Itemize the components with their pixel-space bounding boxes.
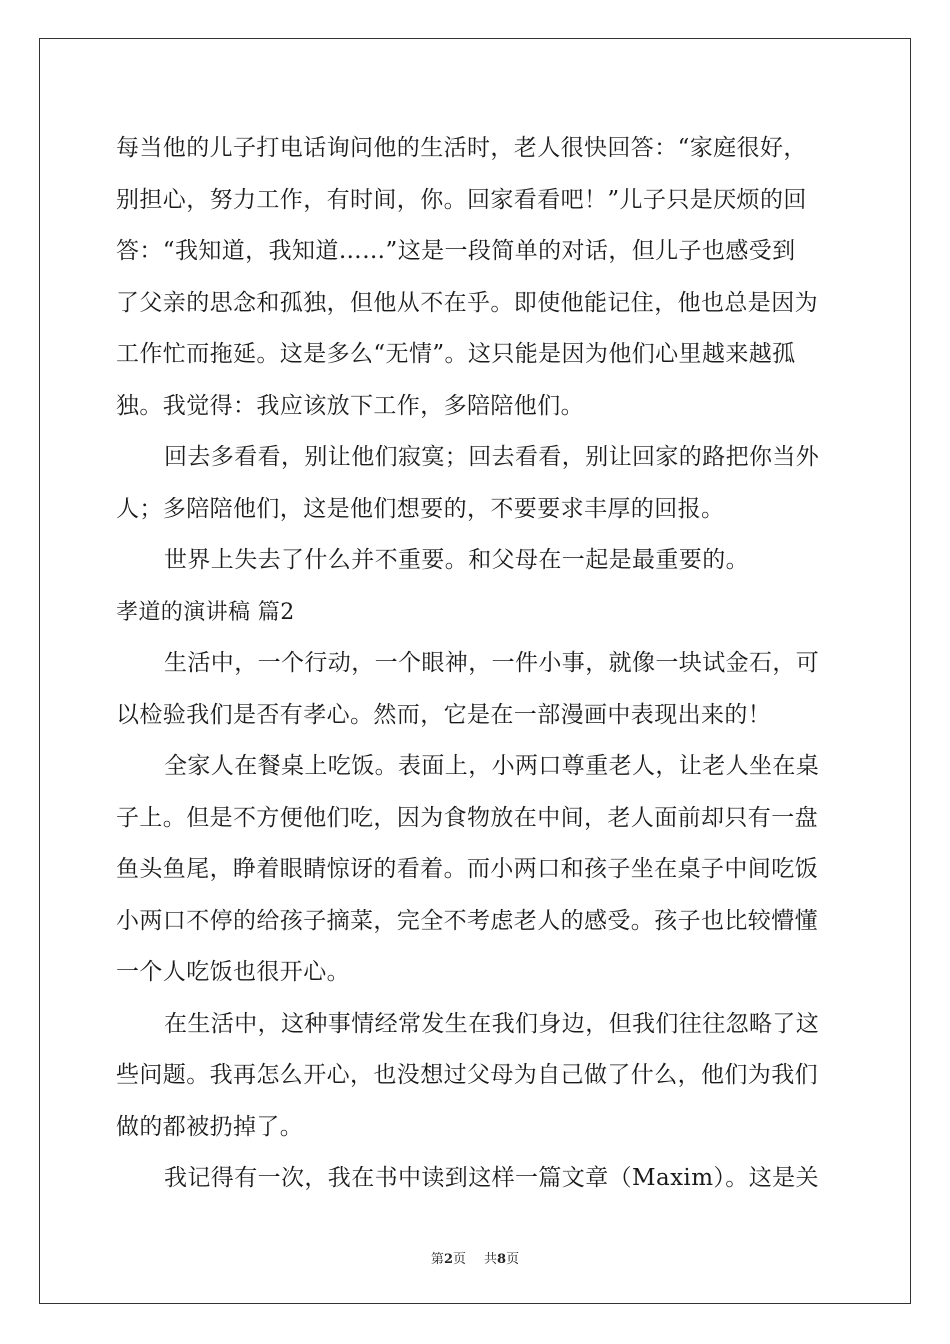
text-line: 独。我觉得：我应该放下工作，多陪陪他们。 [116, 392, 584, 419]
text-line: 全家人在餐桌上吃饭。表面上，小两口尊重老人，让老人坐在桌 [164, 753, 820, 779]
total-suffix: 页 [506, 1252, 520, 1267]
page-footer [0, 1248, 950, 1267]
text-line: 了父亲的思念和孤独，但他从不在乎。即使他能记住，他也总是因为 [116, 289, 818, 316]
text-line: 我记得有一次，我在书中读到这样一篇文章（Maxim）。这是关 [164, 1165, 819, 1191]
text-line: 世界上失去了什么并不重要。和父母在一起是最重要的。 [164, 547, 749, 573]
page-suffix: 页 [452, 1252, 466, 1267]
document-body [116, 123, 836, 1205]
text-line: 每当他的儿子打电话询问他的生活时，老人很快回答：“家庭很好， [116, 135, 807, 161]
text-line: 在生活中，这种事情经常发生在我们身边，但我们往往忽略了这 [164, 1010, 820, 1037]
text-line: 别担心，努力工作，有时间，你。回家看看吧！”儿子只是厌烦的回 [116, 186, 807, 213]
text-line: 些问题。我再怎么开心，也没想过父母为自己做了什么，他们为我们 [116, 1062, 818, 1088]
total-prefix: 共 [484, 1252, 498, 1267]
text-line: 做的都被扔掉了。 [116, 1113, 304, 1140]
text-line: 工作忙而拖延。这是多么“无情”。这只能是因为他们心里越来越孤 [116, 341, 796, 367]
text-line: 回去多看看，别让他们寂寞；回去看看，别让回家的路把你当外 [164, 444, 820, 470]
text-line: 人；多陪陪他们，这是他们想要的，不要要求丰厚的回报。 [116, 495, 725, 522]
text-line: 一个人吃饭也很开心。 [116, 959, 350, 985]
text-line: 鱼头鱼尾，睁着眼睛惊讶的看着。而小两口和孩子坐在桌子中间吃饭 [116, 856, 818, 882]
total-pages: 8 [497, 1252, 507, 1267]
text-line: 子上。但是不方便他们吃，因为食物放在中间，老人面前却只有一盘 [116, 804, 818, 831]
text-line: 小两口不停的给孩子摘菜，完全不考虑老人的感受。孩子也比较懵懂 [116, 907, 818, 934]
page-prefix: 第 [430, 1252, 444, 1267]
text-line: 以检验我们是否有孝心。然而，它是在一部漫画中表现出来的！ [116, 701, 772, 728]
text-line: 答：“我知道，我知道……”这是一段简单的对话，但儿子也感受到 [116, 238, 796, 264]
page-number: 2 [443, 1252, 453, 1267]
section-heading: 孝道的演讲稿 篇2 [116, 599, 295, 625]
text-line: 生活中，一个行动，一个眼神，一件小事，就像一块试金石，可 [164, 650, 820, 676]
